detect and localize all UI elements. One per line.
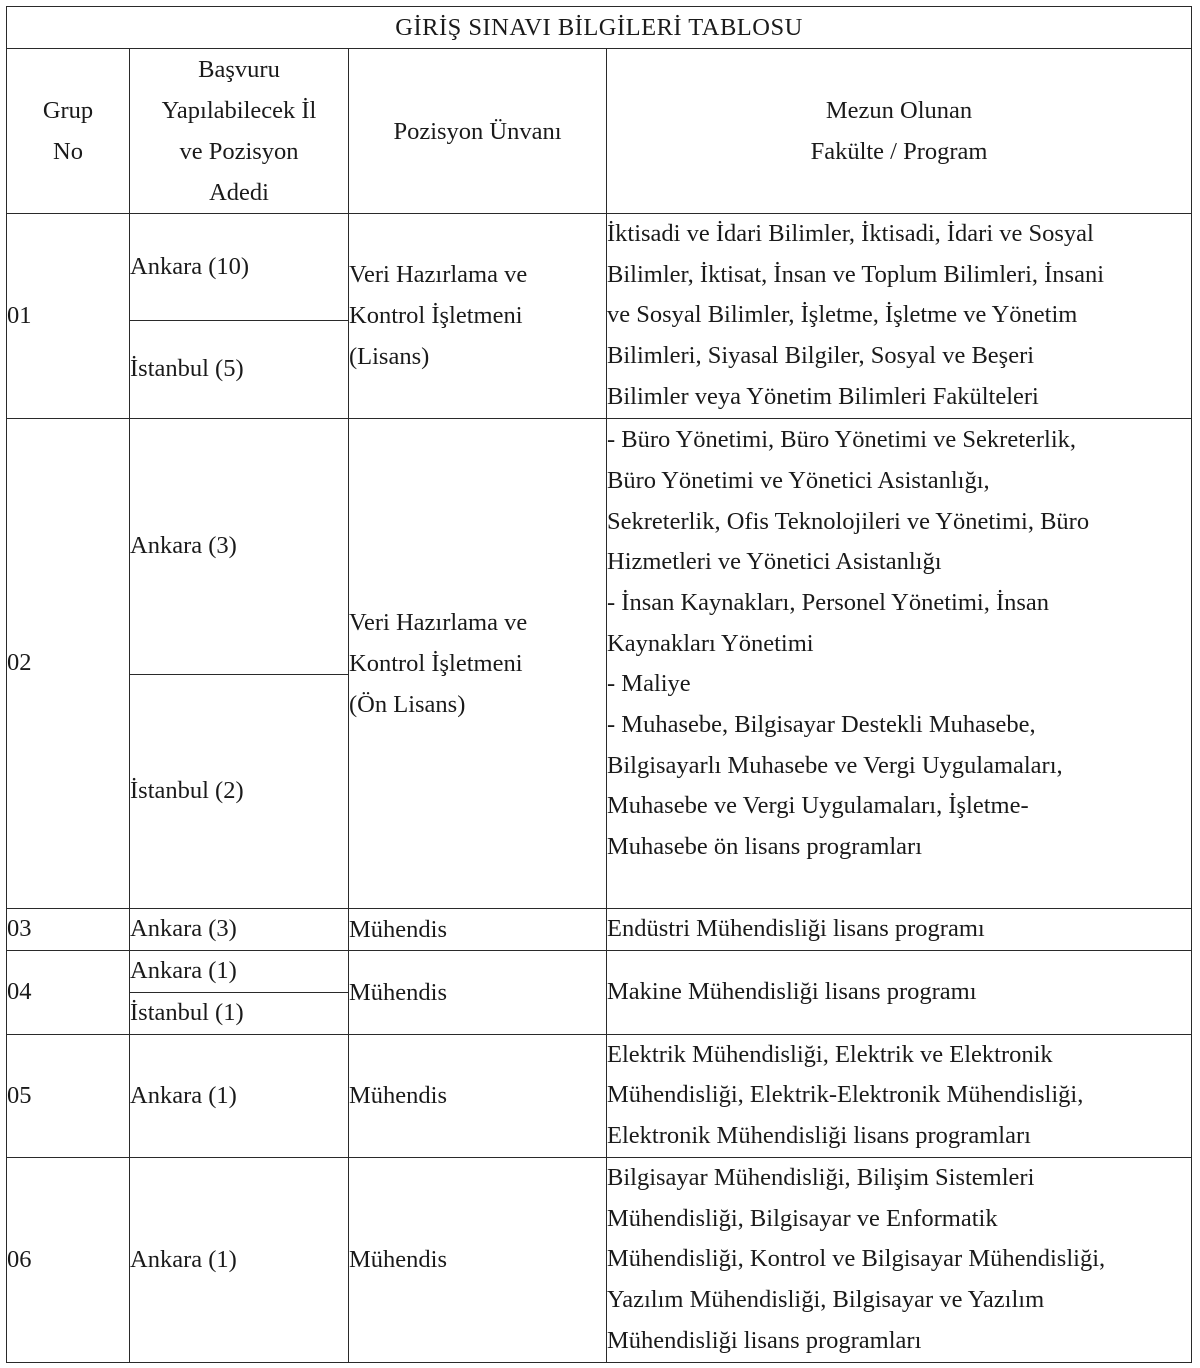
table-row — [7, 1157, 1192, 1362]
program-cell: İktisadi ve İdari Bilimler, İktisadi, İdari ve Sosyal Bilimler, İktisat, İnsan ve Toplum Bilimleri, İnsani ve Sosyal Bilimler, İşletme, İşletme ve Yönetim Bilimleri, Siyasal Bilgiler, Sosyal ve Beşeri Bilimler veya Yönetim Bilimleri Fakülteleri — [607, 214, 1192, 419]
city-cell: Ankara (1) — [130, 1034, 349, 1157]
city-cell: Ankara (3) — [130, 908, 349, 950]
city-cell: Ankara (1) — [130, 950, 349, 992]
position-cell: Mühendis — [349, 908, 607, 950]
program-cell: Endüstri Mühendisliği lisans programı — [607, 908, 1192, 950]
city-cell: İstanbul (2) — [130, 674, 349, 908]
city-cell: İstanbul (1) — [130, 992, 349, 1034]
header-position: Pozisyon Ünvanı — [349, 49, 607, 214]
exam-info-table — [6, 6, 1192, 1363]
position-cell: Mühendis — [349, 1034, 607, 1157]
table-row — [7, 950, 1192, 992]
position-cell: Mühendis — [349, 950, 607, 1034]
program-cell: Bilgisayar Mühendisliği, Bilişim Sistemleri Mühendisliği, Bilgisayar ve Enformatik Mühendisliği, Kontrol ve Bilgisayar Mühendisliği, Yazılım Mühendisliği, Bilgisayar ve Yazılım Mühendisliği lisans programları — [607, 1157, 1192, 1362]
group-no: 01 — [7, 214, 130, 419]
header-group-no: Grup No — [7, 49, 130, 214]
table-row — [7, 214, 1192, 321]
table-row — [7, 418, 1192, 674]
header-row — [7, 49, 1192, 214]
program-cell: - Büro Yönetimi, Büro Yönetimi ve Sekreterlik, Büro Yönetimi ve Yönetici Asistanlığı, Sekreterlik, Ofis Teknolojileri ve Yönetimi, Büro Hizmetleri ve Yönetici Asistanlığı - İnsan Kaynakları, Personel Yönetimi, İnsan Kaynakları Yönetimi - Maliye - Muhasebe, Bilgisayar Destekli Muhasebe, Bilgisayarlı Muhasebe ve Vergi Uygulamaları, Muhasebe ve Vergi Uygulamaları, İşletme- Muhasebe ön lisans programları — [607, 418, 1192, 908]
position-cell: Veri Hazırlama ve Kontrol İşletmeni (Lisans) — [349, 214, 607, 419]
group-no: 02 — [7, 418, 130, 908]
group-no: 06 — [7, 1157, 130, 1362]
city-cell: Ankara (3) — [130, 418, 349, 674]
group-no: 03 — [7, 908, 130, 950]
position-cell: Veri Hazırlama ve Kontrol İşletmeni (Ön Lisans) — [349, 418, 607, 908]
city-cell: Ankara (1) — [130, 1157, 349, 1362]
header-city: Başvuru Yapılabilecek İl ve Pozisyon Adedi — [130, 49, 349, 214]
city-cell: İstanbul (5) — [130, 321, 349, 418]
program-cell: Elektrik Mühendisliği, Elektrik ve Elektronik Mühendisliği, Elektrik-Elektronik Mühendisliği, Elektronik Mühendisliği lisans programları — [607, 1034, 1192, 1157]
table-title: GİRİŞ SINAVI BİLGİLERİ TABLOSU — [7, 7, 1192, 49]
group-no: 04 — [7, 950, 130, 1034]
city-cell: Ankara (10) — [130, 214, 349, 321]
table-row — [7, 908, 1192, 950]
header-program: Mezun Olunan Fakülte / Program — [607, 49, 1192, 214]
position-cell: Mühendis — [349, 1157, 607, 1362]
program-cell: Makine Mühendisliği lisans programı — [607, 950, 1192, 1034]
table-row — [7, 1034, 1192, 1157]
group-no: 05 — [7, 1034, 130, 1157]
